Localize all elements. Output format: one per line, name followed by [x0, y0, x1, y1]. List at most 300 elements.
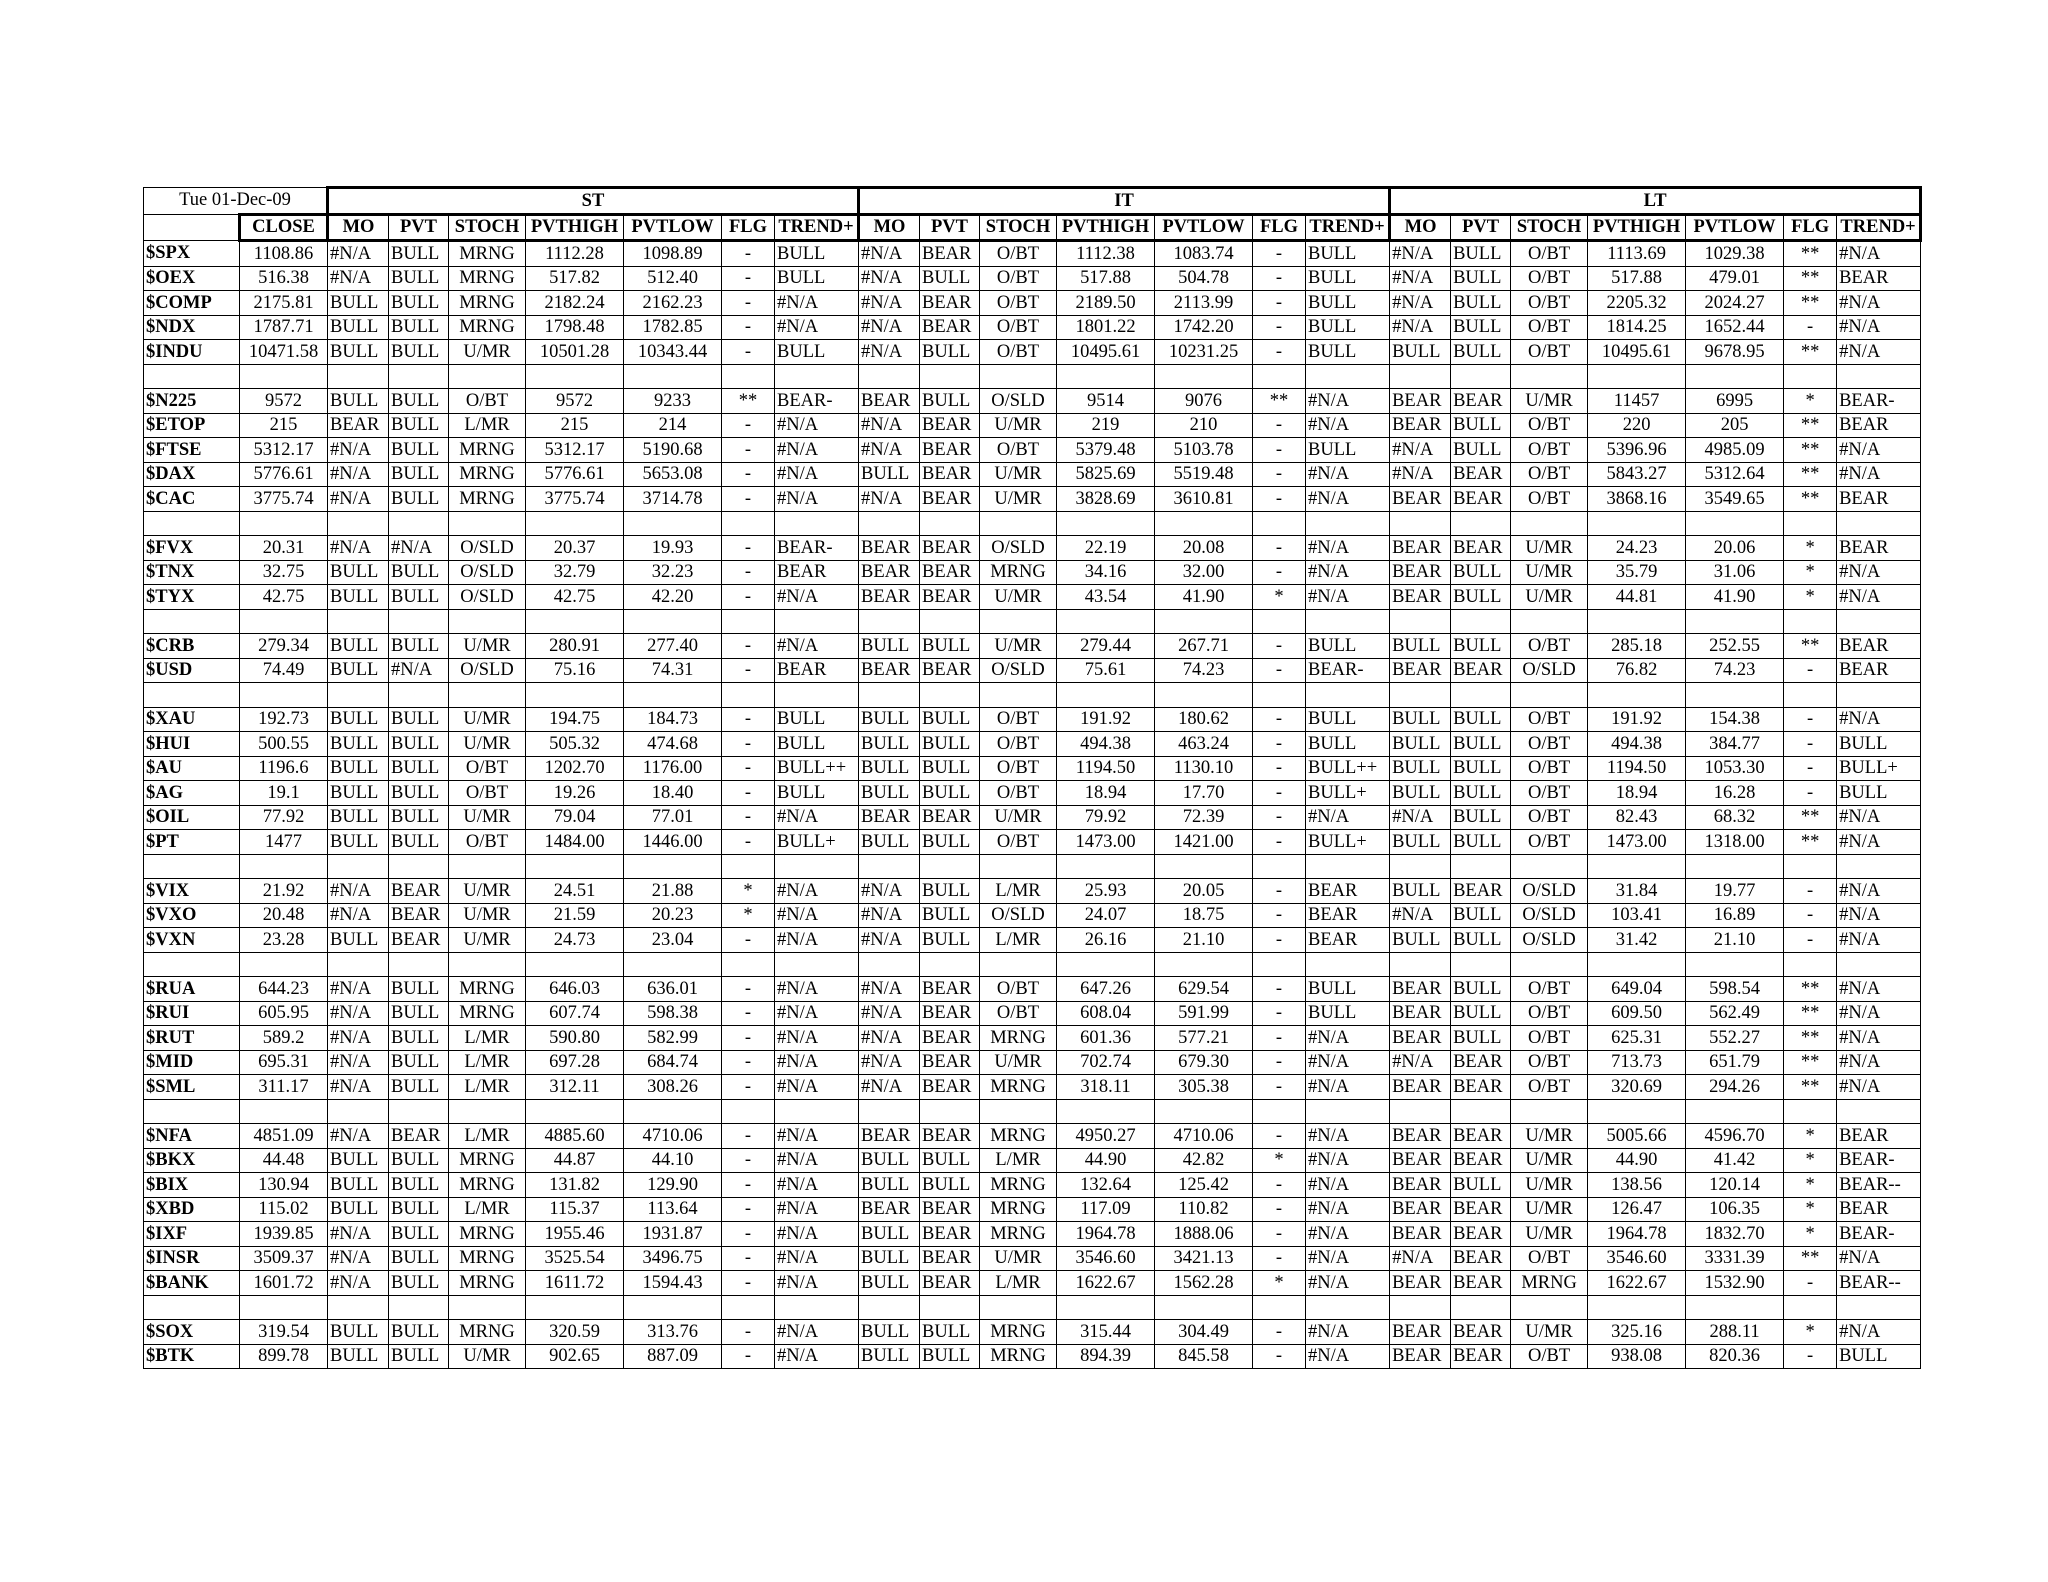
value-cell: O/BT [1511, 1001, 1588, 1026]
table-row [144, 1320, 1921, 1345]
value-cell: #N/A [775, 903, 859, 928]
value-cell: ** [722, 389, 775, 414]
value-cell: BULL [328, 928, 389, 953]
value-cell: - [1784, 1271, 1837, 1296]
spacer-cell [624, 1099, 722, 1124]
spacer-cell [449, 854, 526, 879]
value-cell: O/BT [1511, 756, 1588, 781]
value-cell: 1955.46 [526, 1222, 624, 1247]
spacer-cell [240, 364, 328, 389]
value-cell: BEAR [920, 977, 980, 1002]
value-cell: 384.77 [1686, 732, 1784, 757]
value-cell: 887.09 [624, 1344, 722, 1369]
value-cell: BULL [859, 781, 920, 806]
value-cell: BEAR [1390, 1320, 1451, 1345]
spacer-cell [1784, 364, 1837, 389]
value-cell: 629.54 [1155, 977, 1253, 1002]
value-cell: #N/A [775, 1271, 859, 1296]
table-row [144, 1148, 1921, 1173]
spacer-cell [1057, 1295, 1155, 1320]
symbol-cell: $CRB [144, 634, 240, 659]
symbol-cell: $RUI [144, 1001, 240, 1026]
spacer-cell [1253, 854, 1306, 879]
value-cell: 636.01 [624, 977, 722, 1002]
column-header-pvthigh: PVTHIGH [526, 214, 624, 241]
value-cell: - [1253, 1001, 1306, 1026]
value-cell: 194.75 [526, 707, 624, 732]
value-cell: 4596.70 [1686, 1124, 1784, 1149]
value-cell: 1113.69 [1588, 241, 1686, 267]
value-cell: BULL [1451, 707, 1511, 732]
value-cell: BEAR [1837, 634, 1921, 659]
value-cell: #N/A [775, 1124, 859, 1149]
spacer-cell [1253, 1295, 1306, 1320]
value-cell: 11457 [1588, 389, 1686, 414]
spacer-cell [1511, 1099, 1588, 1124]
spacer-cell [1155, 952, 1253, 977]
value-cell: BEAR [920, 1197, 980, 1222]
value-cell: - [722, 1148, 775, 1173]
value-cell: 1931.87 [624, 1222, 722, 1247]
value-cell: 4950.27 [1057, 1124, 1155, 1149]
symbol-cell: $COMP [144, 291, 240, 316]
value-cell: * [1784, 1320, 1837, 1345]
value-cell: #N/A [859, 879, 920, 904]
value-cell: ** [1784, 291, 1837, 316]
spacer-cell [775, 952, 859, 977]
value-cell: 76.82 [1588, 658, 1686, 683]
value-cell: BULL [859, 634, 920, 659]
spacer-row [144, 854, 1921, 879]
value-cell: - [722, 1050, 775, 1075]
value-cell: #N/A [328, 241, 389, 267]
symbol-cell: $TNX [144, 560, 240, 585]
value-cell: 504.78 [1155, 266, 1253, 291]
value-cell: 1446.00 [624, 830, 722, 855]
spacer-cell [1451, 609, 1511, 634]
symbol-cell: $XAU [144, 707, 240, 732]
table-row [144, 1246, 1921, 1271]
value-cell: BULL [328, 781, 389, 806]
symbol-cell: $FVX [144, 536, 240, 561]
value-cell: BULL [1390, 928, 1451, 953]
value-cell: BEAR [859, 805, 920, 830]
value-cell: - [722, 585, 775, 610]
value-cell: - [722, 658, 775, 683]
value-cell: 4985.09 [1686, 438, 1784, 463]
value-cell: #N/A [1837, 1050, 1921, 1075]
value-cell: BEAR [920, 487, 980, 512]
value-cell: 589.2 [240, 1026, 328, 1051]
value-cell: 9233 [624, 389, 722, 414]
value-cell: BULL [920, 756, 980, 781]
spacer-cell [240, 1295, 328, 1320]
spacer-cell [1588, 1295, 1686, 1320]
spacer-cell [1588, 609, 1686, 634]
value-cell: 3714.78 [624, 487, 722, 512]
spacer-cell [624, 1295, 722, 1320]
group-header-it: IT [859, 188, 1390, 215]
spacer-cell [449, 1099, 526, 1124]
value-cell: #N/A [328, 438, 389, 463]
value-cell: BEAR [1390, 1148, 1451, 1173]
value-cell: BEAR [920, 1026, 980, 1051]
value-cell: 305.38 [1155, 1075, 1253, 1100]
value-cell: 1318.00 [1686, 830, 1784, 855]
value-cell: #N/A [1306, 536, 1390, 561]
spacer-cell [1057, 683, 1155, 708]
value-cell: 23.04 [624, 928, 722, 953]
spacer-row [144, 1295, 1921, 1320]
value-cell: 20.23 [624, 903, 722, 928]
spacer-cell [449, 683, 526, 708]
value-cell: * [1253, 1148, 1306, 1173]
value-cell: #N/A [775, 928, 859, 953]
table-row [144, 462, 1921, 487]
value-cell: 24.51 [526, 879, 624, 904]
table-row [144, 1344, 1921, 1369]
spacer-cell [775, 1099, 859, 1124]
value-cell: 10343.44 [624, 340, 722, 365]
value-cell: BULL [1306, 1001, 1390, 1026]
spacer-cell [1390, 1099, 1451, 1124]
column-header-flg: FLG [1253, 214, 1306, 241]
spacer-cell [920, 854, 980, 879]
value-cell: 129.90 [624, 1173, 722, 1198]
value-cell: 609.50 [1588, 1001, 1686, 1026]
value-cell: U/MR [1511, 536, 1588, 561]
value-cell: * [1784, 389, 1837, 414]
value-cell: 294.26 [1686, 1075, 1784, 1100]
value-cell: - [722, 1026, 775, 1051]
value-cell: MRNG [449, 1148, 526, 1173]
spacer-cell [775, 364, 859, 389]
value-cell: 5190.68 [624, 438, 722, 463]
value-cell: 74.49 [240, 658, 328, 683]
market-trend-table [143, 186, 1922, 1369]
value-cell: 68.32 [1686, 805, 1784, 830]
spacer-cell [389, 364, 449, 389]
value-cell: BEAR- [1306, 658, 1390, 683]
value-cell: O/BT [1511, 340, 1588, 365]
value-cell: BULL [389, 1075, 449, 1100]
value-cell: 44.87 [526, 1148, 624, 1173]
value-cell: O/SLD [980, 903, 1057, 928]
value-cell: #N/A [1390, 241, 1451, 267]
spacer-cell [1306, 609, 1390, 634]
value-cell: 126.47 [1588, 1197, 1686, 1222]
value-cell: O/BT [1511, 1246, 1588, 1271]
value-cell: #N/A [1390, 315, 1451, 340]
value-cell: 31.84 [1588, 879, 1686, 904]
value-cell: BULL [1390, 830, 1451, 855]
value-cell: - [722, 634, 775, 659]
value-cell: 6995 [1686, 389, 1784, 414]
spacer-cell [1784, 1295, 1837, 1320]
spacer-cell [1451, 511, 1511, 536]
value-cell: #N/A [1837, 1026, 1921, 1051]
value-cell: 20.08 [1155, 536, 1253, 561]
symbol-cell: $XBD [144, 1197, 240, 1222]
value-cell: 125.42 [1155, 1173, 1253, 1198]
value-cell: 32.79 [526, 560, 624, 585]
value-cell: MRNG [980, 1075, 1057, 1100]
value-cell: - [1253, 241, 1306, 267]
value-cell: * [1784, 1124, 1837, 1149]
value-cell: - [722, 560, 775, 585]
value-cell: #N/A [775, 977, 859, 1002]
spacer-cell [1451, 1099, 1511, 1124]
value-cell: BULL [1451, 1001, 1511, 1026]
value-cell: 44.10 [624, 1148, 722, 1173]
value-cell: * [722, 903, 775, 928]
value-cell: - [1784, 928, 1837, 953]
value-cell: #N/A [1306, 805, 1390, 830]
value-cell: O/BT [980, 291, 1057, 316]
table-row [144, 830, 1921, 855]
value-cell: - [722, 315, 775, 340]
value-cell: #N/A [1306, 1050, 1390, 1075]
table-row [144, 389, 1921, 414]
value-cell: 1421.00 [1155, 830, 1253, 855]
value-cell: 607.74 [526, 1001, 624, 1026]
value-cell: 74.23 [1686, 658, 1784, 683]
value-cell: U/MR [1511, 560, 1588, 585]
symbol-cell: $BKX [144, 1148, 240, 1173]
spacer-cell [859, 364, 920, 389]
value-cell: #N/A [1837, 830, 1921, 855]
spacer-cell [980, 511, 1057, 536]
value-cell: #N/A [1306, 1124, 1390, 1149]
value-cell: BEAR [1451, 1344, 1511, 1369]
value-cell: #N/A [328, 1246, 389, 1271]
value-cell: BEAR [920, 291, 980, 316]
value-cell: BEAR [1837, 536, 1921, 561]
value-cell: BEAR [1451, 462, 1511, 487]
value-cell: MRNG [449, 241, 526, 267]
value-cell: 5312.17 [240, 438, 328, 463]
value-cell: MRNG [449, 1320, 526, 1345]
value-cell: L/MR [449, 413, 526, 438]
column-header-flg: FLG [722, 214, 775, 241]
column-header-pvthigh: PVTHIGH [1057, 214, 1155, 241]
value-cell: 24.07 [1057, 903, 1155, 928]
value-cell: #N/A [1306, 1246, 1390, 1271]
value-cell: 17.70 [1155, 781, 1253, 806]
value-cell: 4710.06 [1155, 1124, 1253, 1149]
value-cell: * [1784, 1173, 1837, 1198]
value-cell: 9076 [1155, 389, 1253, 414]
value-cell: 113.64 [624, 1197, 722, 1222]
value-cell: BEAR [859, 1124, 920, 1149]
value-cell: - [722, 830, 775, 855]
value-cell: 1477 [240, 830, 328, 855]
value-cell: 1801.22 [1057, 315, 1155, 340]
value-cell: 820.36 [1686, 1344, 1784, 1369]
value-cell: BULL [389, 1320, 449, 1345]
value-cell: 184.73 [624, 707, 722, 732]
value-cell: BULL [859, 1271, 920, 1296]
value-cell: 277.40 [624, 634, 722, 659]
value-cell: L/MR [449, 1197, 526, 1222]
value-cell: MRNG [449, 1001, 526, 1026]
value-cell: BULL [920, 830, 980, 855]
value-cell: - [1784, 658, 1837, 683]
value-cell: BULL [328, 1197, 389, 1222]
value-cell: 34.16 [1057, 560, 1155, 585]
value-cell: #N/A [775, 413, 859, 438]
value-cell: #N/A [328, 1026, 389, 1051]
value-cell: BULL [1390, 634, 1451, 659]
value-cell: BULL [389, 266, 449, 291]
symbol-cell: $NFA [144, 1124, 240, 1149]
spacer-cell [1686, 364, 1784, 389]
spacer-cell [240, 952, 328, 977]
value-cell: 35.79 [1588, 560, 1686, 585]
value-cell: BULL [389, 413, 449, 438]
value-cell: 3775.74 [526, 487, 624, 512]
value-cell: BULL [859, 1222, 920, 1247]
table-row [144, 1124, 1921, 1149]
value-cell: BEAR [1390, 1173, 1451, 1198]
value-cell: - [722, 732, 775, 757]
value-cell: 308.26 [624, 1075, 722, 1100]
symbol-cell: $BTK [144, 1344, 240, 1369]
spacer-cell [722, 364, 775, 389]
value-cell: 3549.65 [1686, 487, 1784, 512]
value-cell: 74.31 [624, 658, 722, 683]
column-header-close: CLOSE [240, 214, 328, 241]
spacer-cell [1511, 683, 1588, 708]
value-cell: - [1253, 707, 1306, 732]
spacer-cell [1057, 854, 1155, 879]
value-cell: BEAR [1451, 1246, 1511, 1271]
value-cell: U/MR [980, 1246, 1057, 1271]
value-cell: #N/A [775, 1246, 859, 1271]
spacer-cell [775, 609, 859, 634]
value-cell: 517.82 [526, 266, 624, 291]
value-cell: - [1253, 1124, 1306, 1149]
value-cell: #N/A [328, 266, 389, 291]
value-cell: O/BT [1511, 438, 1588, 463]
value-cell: #N/A [328, 1050, 389, 1075]
value-cell: BULL [328, 1320, 389, 1345]
spacer-cell [526, 1099, 624, 1124]
value-cell: O/BT [1511, 1026, 1588, 1051]
spacer-cell [328, 609, 389, 634]
spacer-cell [526, 364, 624, 389]
value-cell: BEAR [920, 241, 980, 267]
value-cell: #N/A [775, 634, 859, 659]
value-cell: #N/A [775, 1026, 859, 1051]
value-cell: 106.35 [1686, 1197, 1784, 1222]
spacer-cell [722, 683, 775, 708]
value-cell: 899.78 [240, 1344, 328, 1369]
value-cell: 220 [1588, 413, 1686, 438]
spacer-cell [1451, 364, 1511, 389]
spacer-cell [1057, 1099, 1155, 1124]
value-cell: - [722, 536, 775, 561]
value-cell: BULL [859, 1173, 920, 1198]
value-cell: U/MR [1511, 1173, 1588, 1198]
value-cell: - [722, 805, 775, 830]
value-cell: BULL [775, 732, 859, 757]
spacer-cell [1686, 952, 1784, 977]
value-cell: 72.39 [1155, 805, 1253, 830]
value-cell: - [1253, 1320, 1306, 1345]
value-cell: - [722, 928, 775, 953]
value-cell: BULL [1451, 732, 1511, 757]
value-cell: BULL [389, 1246, 449, 1271]
table-row [144, 805, 1921, 830]
value-cell: BEAR-- [1837, 1271, 1921, 1296]
spacer-cell [1837, 854, 1921, 879]
value-cell: BULL [328, 1344, 389, 1369]
value-cell: #N/A [1837, 977, 1921, 1002]
value-cell: 9678.95 [1686, 340, 1784, 365]
table-row [144, 1197, 1921, 1222]
value-cell: 1194.50 [1588, 756, 1686, 781]
column-header-row [144, 214, 1921, 241]
value-cell: O/BT [980, 977, 1057, 1002]
value-cell: BEAR [1390, 487, 1451, 512]
value-cell: 1964.78 [1588, 1222, 1686, 1247]
value-cell: #N/A [1306, 389, 1390, 414]
spacer-cell [449, 511, 526, 536]
value-cell: 577.21 [1155, 1026, 1253, 1051]
value-cell: BEAR [1837, 413, 1921, 438]
value-cell: - [1253, 462, 1306, 487]
value-cell: U/MR [980, 805, 1057, 830]
spacer-cell [624, 609, 722, 634]
symbol-cell: $INSR [144, 1246, 240, 1271]
value-cell: #N/A [1306, 1026, 1390, 1051]
value-cell: 697.28 [526, 1050, 624, 1075]
value-cell: 75.61 [1057, 658, 1155, 683]
value-cell: BULL [1306, 266, 1390, 291]
value-cell: ** [1784, 340, 1837, 365]
table-row [144, 340, 1921, 365]
value-cell: #N/A [1390, 438, 1451, 463]
value-cell: 41.90 [1155, 585, 1253, 610]
value-cell: 74.23 [1155, 658, 1253, 683]
value-cell: 5519.48 [1155, 462, 1253, 487]
value-cell: O/BT [980, 732, 1057, 757]
value-cell: 19.93 [624, 536, 722, 561]
spacer-cell [624, 683, 722, 708]
value-cell: BULL [1451, 241, 1511, 267]
spacer-cell [1837, 609, 1921, 634]
table-row [144, 1075, 1921, 1100]
spacer-cell [1155, 609, 1253, 634]
value-cell: U/MR [1511, 1148, 1588, 1173]
value-cell: #N/A [1306, 1173, 1390, 1198]
spacer-cell [1155, 1295, 1253, 1320]
table-row [144, 781, 1921, 806]
value-cell: 3509.37 [240, 1246, 328, 1271]
spacer-cell [1057, 511, 1155, 536]
value-cell: U/MR [449, 928, 526, 953]
value-cell: 110.82 [1155, 1197, 1253, 1222]
value-cell: U/MR [1511, 585, 1588, 610]
value-cell: 1083.74 [1155, 241, 1253, 267]
value-cell: BULL [389, 340, 449, 365]
spacer-cell [1784, 511, 1837, 536]
value-cell: 20.05 [1155, 879, 1253, 904]
value-cell: ** [1784, 1001, 1837, 1026]
value-cell: U/MR [449, 879, 526, 904]
value-cell: BULL [920, 1320, 980, 1345]
